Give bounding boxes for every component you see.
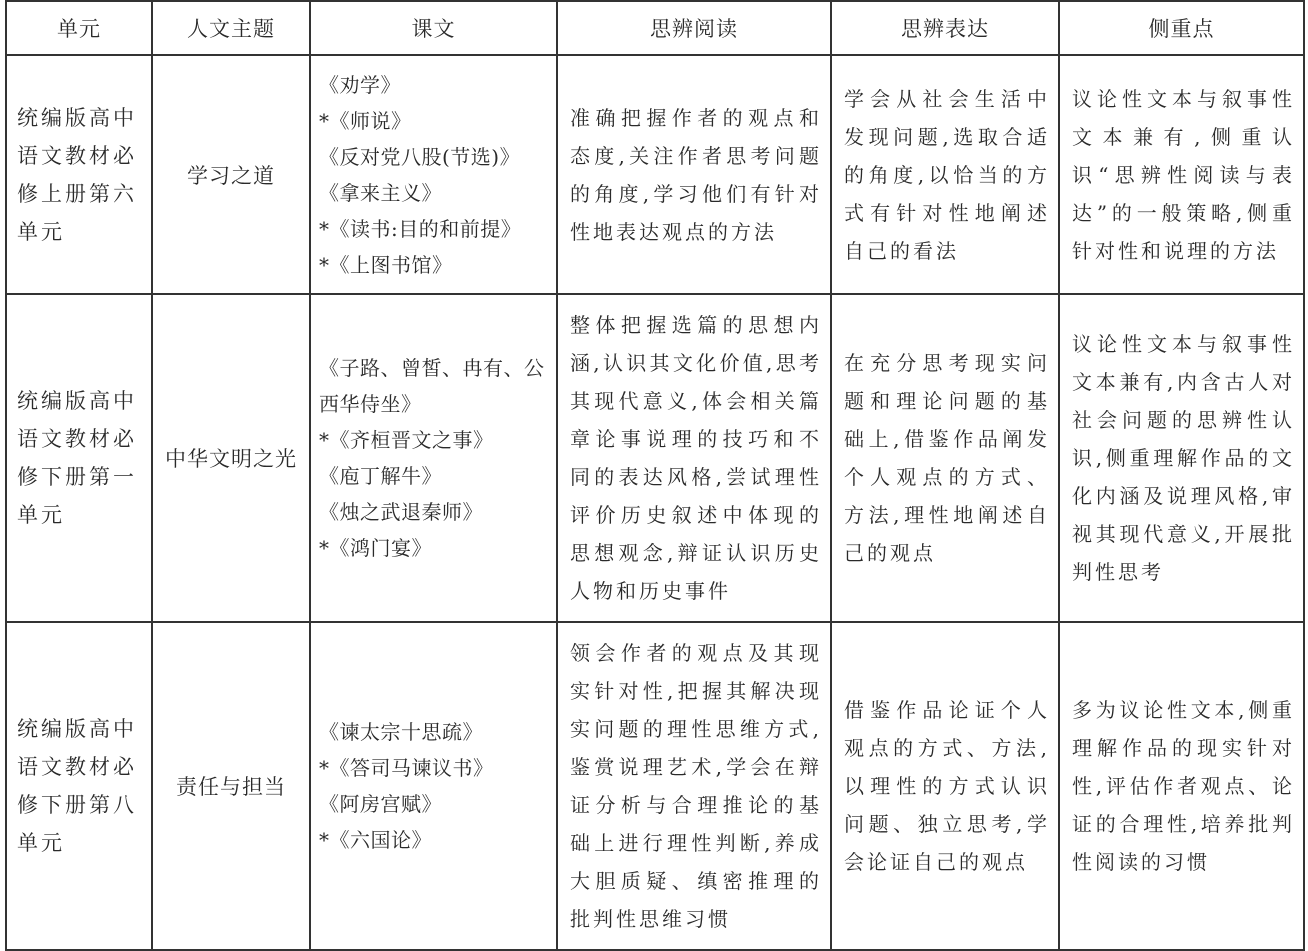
text-item: 西华侍坐》 bbox=[319, 392, 422, 416]
text-item: *《齐桓晋文之事》 bbox=[319, 428, 494, 452]
reading-text: 领会作者的观点及其现实针对性,把握其解决现实问题的理性思维方式,鉴赏说理艺术,学会在辩证分析与合理推论的基础上进行理性判断,养成大胆质疑、缜密推理的批判性思维习惯 bbox=[570, 641, 822, 931]
focus-cell bbox=[1059, 294, 1304, 622]
text-item: 《烛之武退秦师》 bbox=[319, 500, 483, 524]
texts-cell bbox=[310, 55, 557, 294]
text-item: *《答司马谏议书》 bbox=[319, 756, 494, 780]
expression-text: 学会从社会生活中发现问题,选取合适的角度,以恰当的方式有针对性地阐述自己的看法 bbox=[844, 86, 1050, 263]
text-item: 《阿房宫赋》 bbox=[319, 792, 442, 816]
unit-cell bbox=[6, 294, 152, 622]
unit-text: 统编版高中语文教材必修上册第六单元 bbox=[17, 105, 137, 244]
reading-cell bbox=[557, 55, 831, 294]
header-reading: 思辨阅读 bbox=[557, 1, 831, 55]
text-item: *《六国论》 bbox=[319, 828, 432, 852]
text-item: *《读书:目的和前提》 bbox=[319, 216, 522, 241]
expression-cell bbox=[831, 294, 1059, 622]
text-list bbox=[311, 346, 556, 570]
theme-cell: 责任与担当 bbox=[152, 622, 310, 950]
texts-cell bbox=[310, 622, 557, 950]
header-texts: 课文 bbox=[310, 1, 557, 55]
expression-text: 在充分思考现实问题和理论问题的基础上,借鉴作品阐发个人观点的方式、方法,理性地阐述自己的观点 bbox=[844, 351, 1050, 565]
reading-cell bbox=[557, 622, 831, 950]
theme-cell: 学习之道 bbox=[152, 55, 310, 294]
table-row bbox=[6, 622, 1304, 950]
reading-text: 整体把握选篇的思想内涵,认识其文化价值,思考其现代意义,体会相关篇章论事说理的技巧和不同的表达风格,尝试理性评价历史叙述中体现的思想观念,辩证认识历史人物和历史事件 bbox=[570, 313, 822, 603]
focus-text: 议论性文本与叙事性文本兼有,侧重认识“思辨性阅读与表达”的一般策略,侧重针对性和说理的方法 bbox=[1072, 86, 1295, 263]
text-list bbox=[311, 63, 556, 287]
curriculum-table bbox=[5, 0, 1305, 951]
text-item: 《反对党八股(节选)》 bbox=[319, 144, 521, 169]
expression-text: 借鉴作品论证个人观点的方式、方法,以理性的方式认识问题、独立思考,学会论证自己的观点 bbox=[844, 698, 1050, 874]
unit-text: 统编版高中语文教材必修下册第八单元 bbox=[17, 717, 137, 855]
text-item: 《庖丁解牛》 bbox=[319, 464, 442, 488]
reading-text: 准确把握作者的观点和态度,关注作者思考问题的角度,学习他们有针对性地表达观点的方法 bbox=[570, 105, 822, 244]
text-item: *《师说》 bbox=[319, 108, 412, 133]
unit-text: 统编版高中语文教材必修下册第一单元 bbox=[17, 389, 137, 527]
focus-text: 议论性文本与叙事性文本兼有,内含古人对社会问题的思辨性认识,侧重理解作品的文化内涵及说理风格,审视其现代意义,开展批判性思考 bbox=[1072, 332, 1295, 584]
text-item: 《子路、曾皙、冉有、公 bbox=[319, 356, 545, 380]
table-row bbox=[6, 294, 1304, 622]
unit-cell bbox=[6, 622, 152, 950]
expression-cell bbox=[831, 622, 1059, 950]
focus-cell bbox=[1059, 622, 1304, 950]
header-focus: 侧重点 bbox=[1059, 1, 1304, 55]
reading-cell bbox=[557, 294, 831, 622]
text-item: 《劝学》 bbox=[319, 72, 401, 97]
expression-cell bbox=[831, 55, 1059, 294]
text-list bbox=[311, 710, 556, 862]
texts-cell bbox=[310, 294, 557, 622]
text-item: *《鸿门宴》 bbox=[319, 536, 432, 560]
table-row bbox=[6, 55, 1304, 294]
header-expression: 思辨表达 bbox=[831, 1, 1059, 55]
focus-text: 多为议论性文本,侧重理解作品的现实针对性,评估作者观点、论证的合理性,培养批判性阅读的习惯 bbox=[1072, 698, 1295, 874]
theme-cell: 中华文明之光 bbox=[152, 294, 310, 622]
header-unit: 单元 bbox=[6, 1, 152, 55]
text-item: 《谏太宗十思疏》 bbox=[319, 720, 483, 744]
header-row bbox=[6, 1, 1304, 55]
focus-cell bbox=[1059, 55, 1304, 294]
unit-cell bbox=[6, 55, 152, 294]
header-theme: 人文主题 bbox=[152, 1, 310, 55]
text-item: 《拿来主义》 bbox=[319, 180, 442, 205]
text-item: *《上图书馆》 bbox=[319, 252, 453, 277]
